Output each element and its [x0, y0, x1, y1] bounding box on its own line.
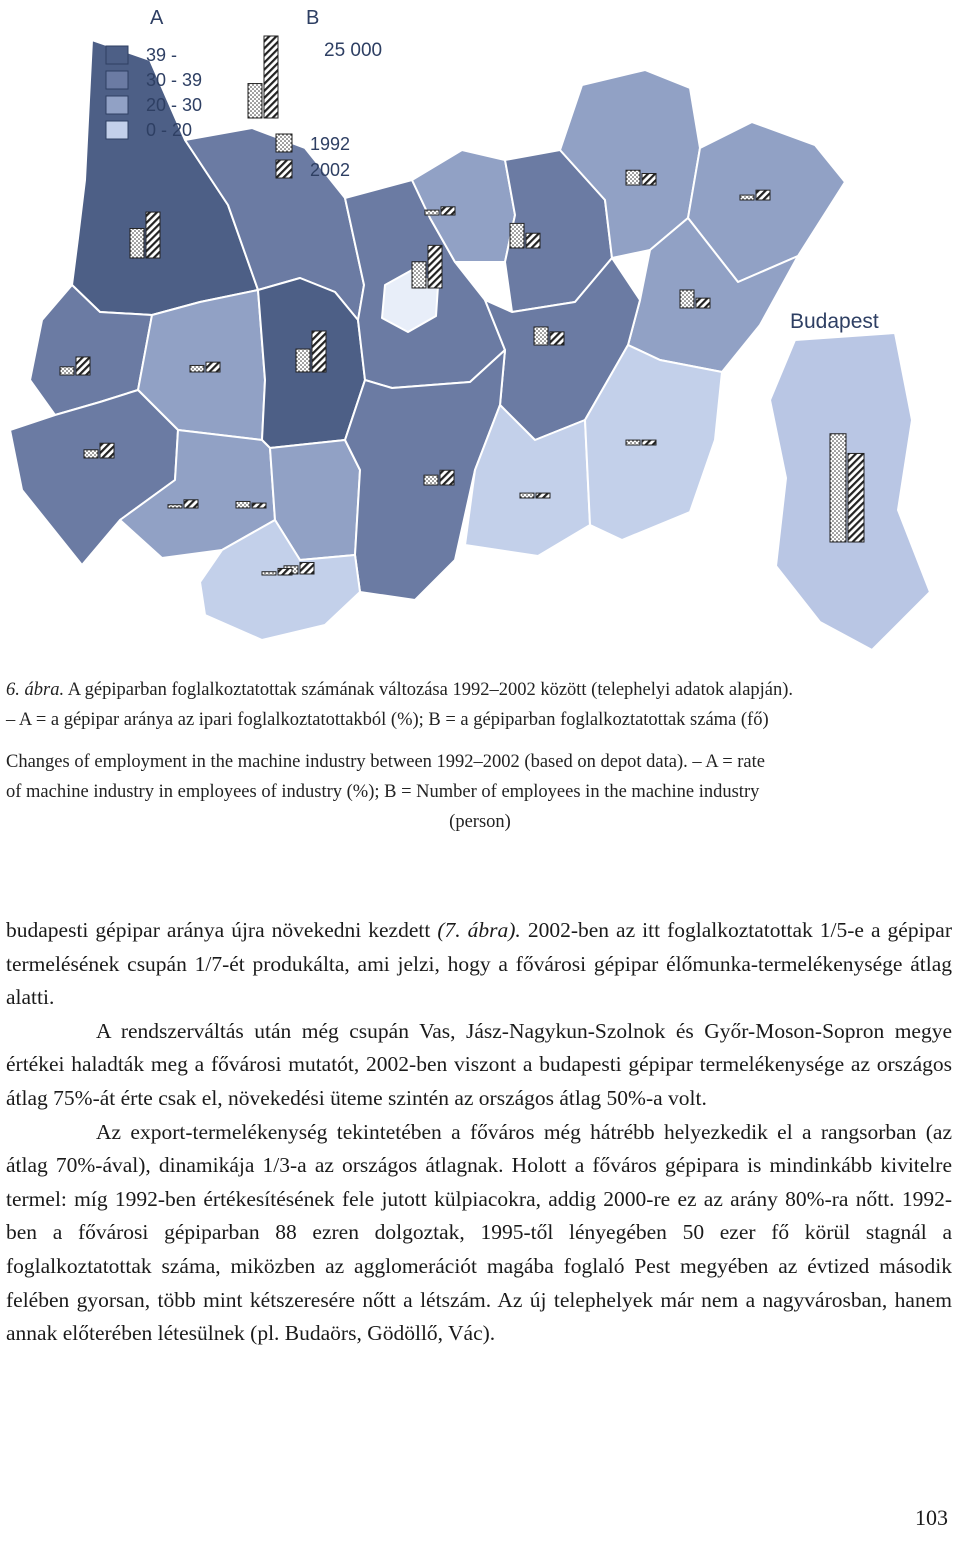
caption-hu-line-1: A gépiparban foglalkoztatottak számának változása 1992–2002 között (telephelyi adatok alapján). [67, 680, 794, 700]
legend-a-label: 39 - [146, 45, 178, 65]
bar-2002-pest [526, 233, 540, 248]
bar-2002-nograd [441, 207, 455, 215]
bar-1992-bekes [626, 440, 640, 445]
bar-2002-bacs-kiskun [300, 563, 314, 574]
bar-1992-heves [534, 327, 548, 345]
legend-a-label: 0 - 20 [146, 120, 193, 140]
bar-1992-csongrad [520, 493, 534, 498]
budapest-inset-title: Budapest [790, 310, 879, 333]
bar-1992-jasz-nagykun-szolnok [424, 475, 438, 485]
legend-a-swatch [106, 71, 128, 89]
legend-b-scale-bar-2002 [264, 36, 278, 118]
caption-en-line-2: of machine industry in employees of industry (%); B = Number of employees in the machine industry [6, 782, 760, 802]
bar-2002-bekes [642, 440, 656, 445]
legend-series-swatch-2002 [276, 160, 292, 178]
bar-2002-budapest [848, 453, 864, 542]
legend-a-swatch [106, 46, 128, 64]
bar-2002-tolna [252, 503, 266, 508]
legend-a-swatch [106, 96, 128, 114]
page-number: 103 [915, 1505, 948, 1530]
bar-1992-szabolcs-szatmar-bereg [740, 195, 754, 200]
bar-1992-nograd [425, 210, 439, 215]
legend-b-title: B [306, 7, 320, 29]
county-map-figure [0, 0, 960, 660]
figure-label: 6. ábra. [6, 680, 65, 700]
bar-1992-pest [510, 223, 524, 248]
bar-2002-komarom-esztergom [312, 331, 326, 372]
legend-series-label-2002: 2002 [310, 160, 351, 180]
legend-a-label: 30 - 39 [146, 70, 203, 90]
bar-2002-fejer [428, 245, 442, 288]
bar-1992-veszprem [190, 365, 204, 372]
bar-2002-zala [100, 443, 114, 458]
legend-a-label: 20 - 30 [146, 95, 203, 115]
bar-2002-borsod-abauj-zemplen [642, 174, 656, 185]
bar-1992-vas [60, 367, 74, 375]
bar-2002-heves [550, 332, 564, 345]
bar-2002-hajdu-bihar [696, 298, 710, 308]
figure-caption-english [6, 747, 954, 837]
bar-2002-veszprem [206, 362, 220, 372]
legend-series-label-1992: 1992 [310, 134, 351, 154]
bar-1992-hajdu-bihar [680, 290, 694, 308]
bar-1992-borsod-abauj-zemplen [626, 170, 640, 185]
figure-caption-hungarian [6, 675, 954, 735]
body-p1-start: budapesti gépipar aránya újra növekedni kezdett [6, 918, 438, 942]
bar-2002-gyor-moson-sopron [146, 212, 160, 258]
caption-en-line-1: Changes of employment in the machine industry between 1992–2002 (based on depot data). – A = rate [6, 752, 765, 772]
bar-1992-gyor-moson-sopron [130, 228, 144, 258]
figure-reference: (7. ábra). [437, 918, 521, 942]
bar-2002-szabolcs-szatmar-bereg [756, 190, 770, 200]
bar-1992-baranya [262, 572, 276, 575]
body-paragraph-3: Az export-termelékenység tekintetében a főváros még hátrébb helyezkedik el a rangsorban (az átlag 70%-ával), dinamikája 1/3-a az országos átlagnak. Holott a főváros gépipara is mindinkább kivitelre termel: míg 1992-ben értékesítésének fele jutott külpiacokra, addig 2000-re ez az arány 80%-ra nőtt. 1992-ben a fővárosi gépiparban 88 ezren dolgoztak, 1995-től lényegében 50 ezer fő körül stagnál a foglalkoztatottak száma, miközben az agglomerációt magába foglaló Pest megyében az évtized második felében gyorsan, több mint kétszeresére nőtt a létszám. Az új telephelyek már nem a nagyvárosban, hanem annak előterében létesülnek (pl. Budaörs, Gödöllő, Vác). [6, 1119, 952, 1346]
legend-a-title: A [150, 7, 164, 29]
body-paragraph-1 [6, 914, 952, 1015]
bar-2002-vas [76, 357, 90, 375]
bar-1992-zala [84, 450, 98, 458]
body-text [6, 914, 952, 1351]
caption-hu-line-2: – A = a gépipar aránya az ipari foglalkoztatottakból (%); B = a gépiparban foglalkoztatottak száma (fő) [6, 710, 769, 730]
bar-2002-somogy [184, 500, 198, 508]
bar-1992-fejer [412, 262, 426, 288]
bar-1992-somogy [168, 505, 182, 508]
bar-1992-komarom-esztergom [296, 349, 310, 372]
body-paragraph-2: A rendszerváltás után még csupán Vas, Jász-Nagykun-Szolnok és Győr-Moson-Sopron megye értékei haladták meg a fővárosi mutatót, 2002-ben viszont a budapesti gépipar termelékenysége az országos átlag 75%-át érte csak el, növekedési üteme szintén az országos átlag 50%-a volt. [6, 1018, 952, 1110]
legend-a-swatch [106, 121, 128, 139]
legend-b-scale-label: 25 000 [324, 40, 383, 61]
body-p1-rest: 2002-ben az itt foglalkoztatottak 1/5-e a gépipar termelésének csupán 1/7-ét produkálta, ami jelzi, hogy a fővárosi gépipar élőmunka-termelékenysége átlag alatti. [6, 918, 953, 1010]
legend-b-scale-bar-1992 [248, 84, 262, 118]
bar-2002-csongrad [536, 493, 550, 498]
legend-series-swatch-1992 [276, 134, 292, 152]
bar-1992-tolna [236, 501, 250, 508]
bar-1992-budapest [830, 434, 846, 542]
bar-2002-jasz-nagykun-szolnok [440, 470, 454, 485]
bar-2002-baranya [278, 568, 292, 575]
caption-en-line-3: (person) [449, 812, 511, 832]
